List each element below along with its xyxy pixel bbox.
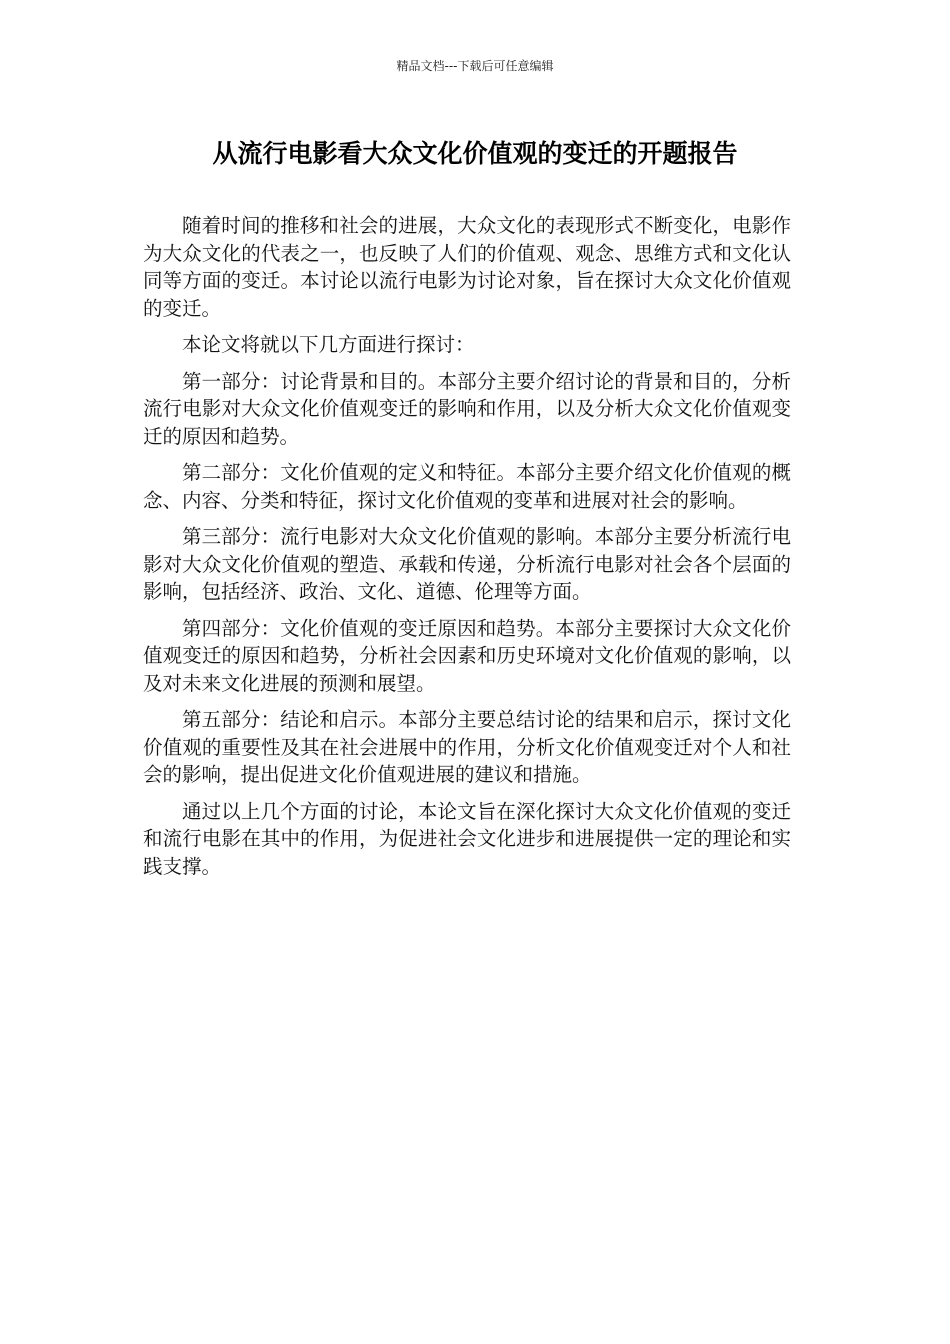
paragraph-part-1: 第一部分：讨论背景和目的。本部分主要介绍讨论的背景和目的，分析流行电影对大众文化价值观变迁的影响和作用，以及分析大众文化价值观变迁的原因和趋势。 xyxy=(143,369,791,448)
paragraph-outline: 本论文将就以下几方面进行探讨： xyxy=(182,333,475,356)
paragraph-part-5: 第五部分：结论和启示。本部分主要总结讨论的结果和启示，探讨文化价值观的重要性及其在社会进展中的作用，分析文化价值观变迁对个人和社会的影响，提出促进文化价值观进展的建议和措施。 xyxy=(143,708,791,786)
header-note: 精品文档---下载后可任意编辑 xyxy=(396,59,554,73)
paragraph-part-4: 第四部分：文化价值观的变迁原因和趋势。本部分主要探讨大众文化价值观变迁的原因和趋势，分析社会因素和历史环境对文化价值观的影响，以及对未来文化进展的预测和展望。 xyxy=(143,616,791,695)
document-title: 从流行电影看大众文化价值观的变迁的开题报告 xyxy=(212,139,738,168)
paragraph-part-2: 第二部分：文化价值观的定义和特征。本部分主要介绍文化价值观的概念、内容、分类和特征，探讨文化价值观的变革和进展对社会的影响。 xyxy=(143,461,791,512)
paragraph-conclusion: 通过以上几个方面的讨论，本论文旨在深化探讨大众文化价值观的变迁和流行电影在其中的作用，为促进社会文化进步和进展提供一定的理论和实践支撑。 xyxy=(143,799,791,878)
paragraph-intro: 随着时间的推移和社会的进展，大众文化的表现形式不断变化，电影作为大众文化的代表之一，也反映了人们的价值观、观念、思维方式和文化认同等方面的变迁。本讨论以流行电影为讨论对象，旨在探讨大众文化价值观的变迁。 xyxy=(143,214,791,320)
document-body xyxy=(143,212,791,889)
paragraph-part-3: 第三部分：流行电影对大众文化价值观的影响。本部分主要分析流行电影对大众文化价值观的塑造、承载和传递，分析流行电影对社会各个层面的影响，包括经济、政治、文化、道德、伦理等方面。 xyxy=(143,525,791,603)
